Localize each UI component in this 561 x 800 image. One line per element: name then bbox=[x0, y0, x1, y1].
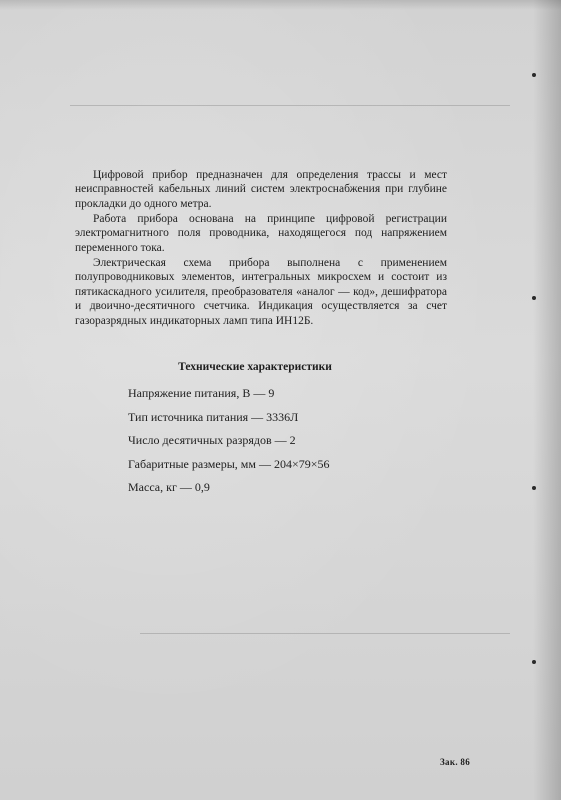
paragraph-principle: Работа прибора основана на принципе цифровой регистрации электромагнитного поля проводника, находящегося под напряжением переменного тока. bbox=[75, 213, 447, 254]
fold-line bbox=[140, 633, 510, 634]
spec-item-voltage: Напряжение питания, В — 9 bbox=[128, 386, 275, 400]
specs-heading: Технические характеристики bbox=[178, 361, 332, 373]
paragraph-purpose: Цифровой прибор предназначен для определения трассы и мест неисправностей кабельных линий систем электроснабжения при глубине прокладки до одного метра. bbox=[75, 169, 447, 210]
spec-item-dimensions: Габаритные размеры, мм — 204×79×56 bbox=[128, 456, 330, 471]
spec-item-mass: Масса, кг — 0,9 bbox=[128, 480, 210, 494]
specs-list bbox=[128, 383, 329, 501]
paragraph-circuit: Электрическая схема прибора выполнена с применением полупроводниковых элементов, интегральных микросхем и состоит из пятикаскадного усилителя, преобразователя «аналог — код», дешифратора и двоично-десятичного счетчика. Индикация осуществляется за счет газоразрядных индикаторных ламп типа ИН12Б. bbox=[75, 257, 447, 327]
top-shadow bbox=[0, 0, 561, 10]
binding-hole-mark bbox=[532, 486, 536, 490]
binding-hole-mark bbox=[532, 73, 536, 77]
fold-line bbox=[70, 105, 510, 106]
binding-hole-mark bbox=[532, 660, 536, 664]
binding-hole-mark bbox=[532, 296, 536, 300]
order-number: Зак. 86 bbox=[440, 757, 471, 767]
right-edge-shadow bbox=[533, 0, 561, 800]
spec-item-digits: Число десятичных разрядов — 2 bbox=[128, 433, 296, 447]
spec-item-power-source: Тип источника питания — 3336Л bbox=[128, 409, 299, 424]
